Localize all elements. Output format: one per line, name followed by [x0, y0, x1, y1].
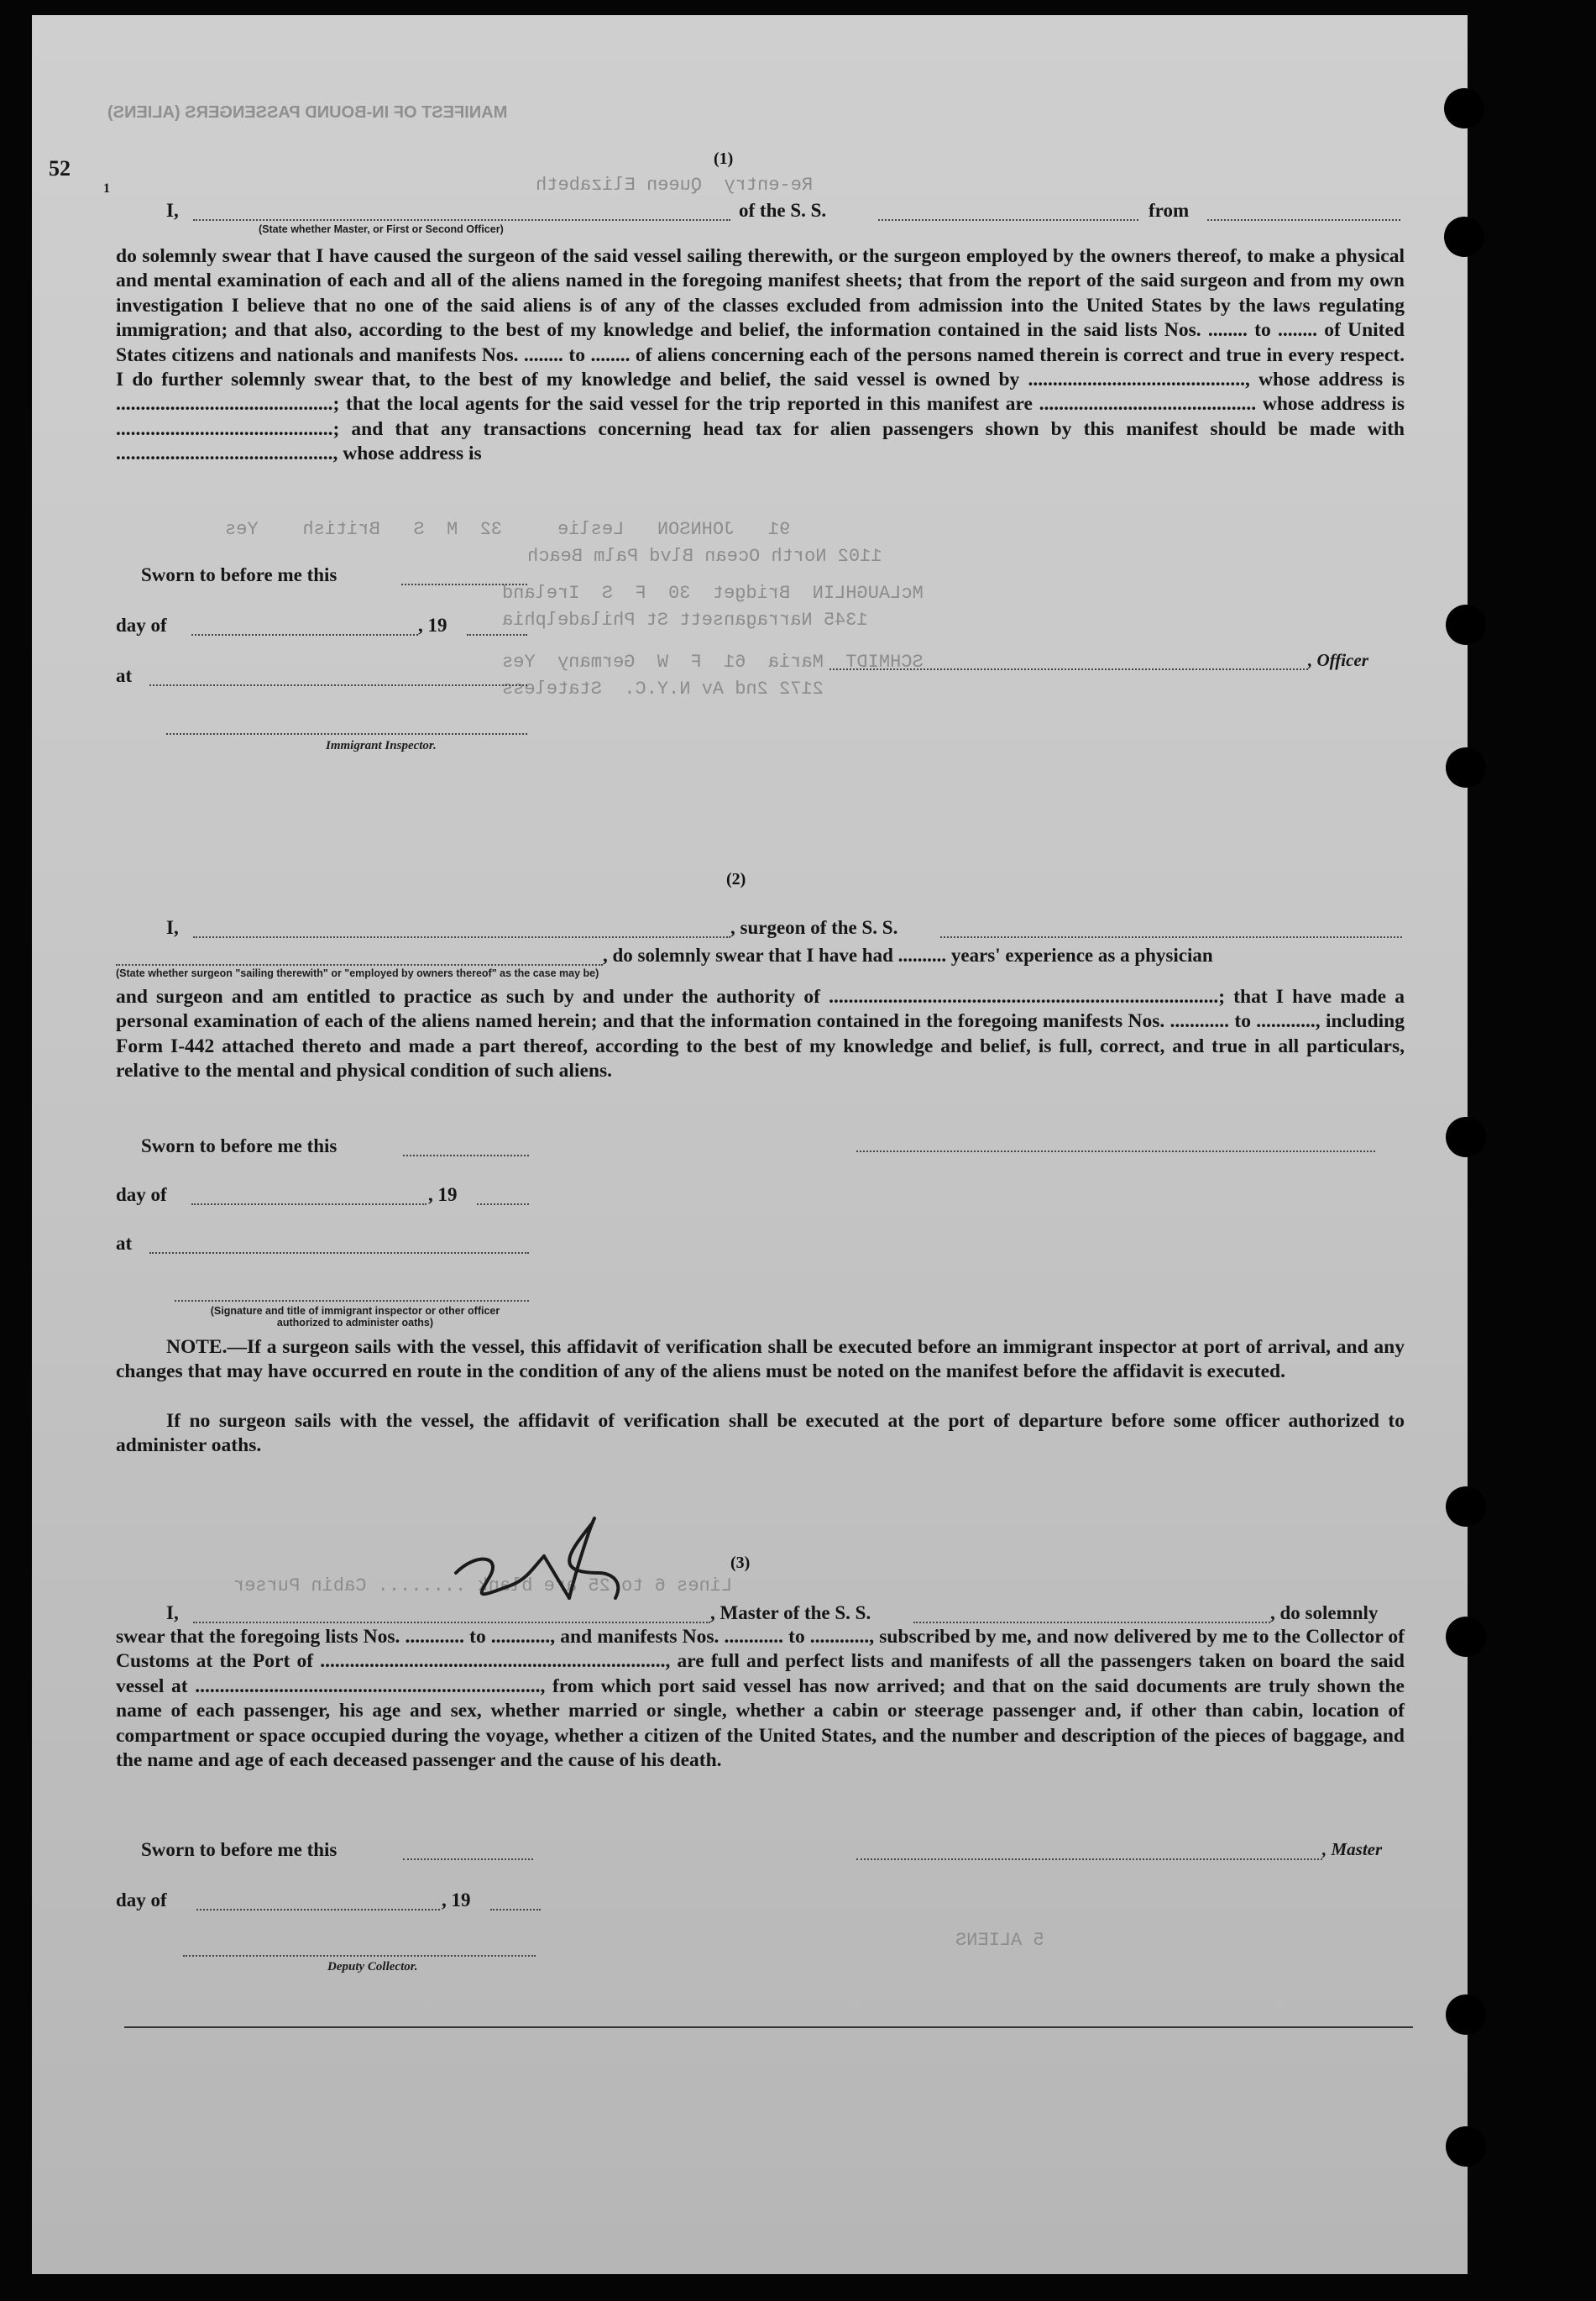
section-2-year: , 19 [428, 1184, 458, 1205]
section-3-year-line [490, 1909, 541, 1911]
section-3-master-label: , Master [1322, 1839, 1383, 1859]
section-3-master-of: , Master of the S. S. [710, 1602, 871, 1623]
bleed-through-text: 5 ALIENS [955, 1930, 1044, 1951]
section-1-sworn-line [401, 584, 527, 585]
section-2-year-line [477, 1203, 529, 1205]
section-3-ship-line [913, 1622, 1270, 1623]
bleed-through-text: Re-entry Queen Elizabeth [536, 175, 814, 196]
section-3-i: I, [166, 1602, 179, 1623]
section-2-sworn-line [403, 1155, 529, 1156]
bleed-through-text: 1345 Narragansett St Philadelphia [502, 610, 868, 631]
page-mark: 52 [49, 156, 71, 181]
section-2-surgeon-of: , surgeon of the S. S. [730, 917, 898, 938]
section-2-at: at [116, 1233, 133, 1254]
bottom-rule [124, 2026, 1413, 2028]
bleed-through-text: McLAUGHLIN Bridget 30 F S Ireland [502, 583, 924, 604]
section-2-surgeon-line [193, 936, 730, 938]
section-1-from: from [1149, 200, 1190, 221]
section-1-inspector-label: Immigrant Inspector. [326, 739, 437, 752]
section-1-number: (1) [714, 149, 734, 168]
section-3-collector-label: Deputy Collector. [327, 1960, 418, 1973]
page-number: 1 [103, 181, 110, 196]
section-2-note: (State whether surgeon "sailing therewith" or "employed by owners thereof" as the case may be) [116, 967, 599, 979]
section-3-master-sign-line [856, 1858, 1322, 1860]
bleed-through-text: 2172 2nd Av N.Y.C. Stateless [502, 679, 824, 700]
section-3-solemnly: , do solemnly [1270, 1602, 1379, 1623]
section-1-ship-line [878, 219, 1138, 221]
section-1-day-line [191, 634, 418, 636]
section-1-oath-paragraph: do solemnly swear that I have caused the surgeon of the said vessel sailing therewith, or the surgeon employed by the owners thereof, to make a physical and mental examination of each and all of the aliens named in the foregoing manifest sheets; that from the report of the said surgeon and from my own investigation I believe that no one of the said aliens is of any of the classes excluded from admission into the United States by the laws regulating immigration; and that also, according to the best of my knowledge and belief, the information contained in the said lists Nos. ........ to ........ of United States citizens and nationals and manifests Nos. ........ to ........ of aliens concerning each of the persons named therein is correct and true in every respect. I do further solemnly swear that, to the best of my knowledge and belief, the said vessel is owned by ............................................, whose address is ............................................; that the local agents for the said vessel for the trip reported in this manifest are ............................................ whose address is ............................................; and that any transactions concerning head tax for alien passengers shown by this manifest should be made with ............................................, whose address is [116, 245, 1405, 465]
section-2-type-line [116, 964, 603, 966]
section-3-number: (3) [730, 1554, 751, 1572]
section-1-at-line [149, 684, 527, 686]
binder-hole-4 [1446, 747, 1486, 788]
section-1-day-of: day of [116, 615, 167, 636]
bleed-through-text: Lines 6 to 25 are blank ........ Cabin Purser [233, 1575, 733, 1596]
bleed-through-text: SCHMIDT Maria 61 F W Germany Yes [502, 652, 924, 673]
binder-hole-8 [1446, 1994, 1486, 2035]
section-2-sworn: Sworn to before me this [141, 1135, 338, 1156]
section-2-day-line [191, 1203, 426, 1205]
section-1-note: (State whether Master, or First or Second Officer) [259, 223, 504, 235]
section-2-at-line [149, 1252, 529, 1254]
section-2-surgeon-sign-line [856, 1150, 1375, 1152]
section-2-swear: , do solemnly swear that I have had .......... years' experience as a physician [603, 945, 1213, 966]
section-2-oath-paragraph: and surgeon and am entitled to practice as such by and under the authority of ...............................................................................; that I have made a personal examination of each of the aliens named herein; and that the information contained in the foregoing manifests Nos. ............ to ............, including Form I-442 attached thereto and made a part thereof, according to the best of my knowledge and belief, is full, correct, and true in all particulars, relative to the mental and physical condition of such aliens. [116, 986, 1405, 1082]
section-3-collector-line [183, 1955, 536, 1957]
section-1-officer-line [193, 219, 730, 221]
binder-hole-9 [1446, 2126, 1486, 2167]
section-2-note-paragraph-2: If no surgeon sails with the vessel, the affidavit of verification shall be executed at the port of departure before some officer authorized to administer oaths. [116, 1410, 1405, 1457]
section-1-year: , 19 [418, 615, 447, 636]
section-3-day-of: day of [116, 1890, 167, 1911]
section-2-signature-note: (Signature and title of immigrant inspector or other officer authorized to administer oaths) [210, 1305, 500, 1329]
binder-hole-2 [1444, 217, 1484, 257]
section-2-number: (2) [726, 870, 746, 888]
section-1-i: I, [166, 200, 179, 221]
handwritten-initials-signature [443, 1506, 645, 1615]
bleed-through-text: MANIFEST OF IN-BOUND PASSENGERS (ALIENS) [107, 103, 508, 122]
binder-hole-1 [1444, 88, 1484, 128]
section-1-from-line [1207, 219, 1400, 221]
section-2-signature-line [175, 1300, 529, 1302]
section-1-of-ss: of the S. S. [739, 200, 827, 221]
binder-hole-5 [1446, 1117, 1486, 1157]
section-3-year: , 19 [442, 1890, 471, 1911]
section-3-sworn: Sworn to before me this [141, 1839, 338, 1860]
bleed-through-text: 1102 North Ocean Blvd Palm Beach [527, 546, 882, 567]
section-2-day-of: day of [116, 1184, 167, 1205]
section-1-officer-label: , Officer [1308, 650, 1368, 670]
binder-hole-6 [1446, 1486, 1486, 1527]
section-3-oath-paragraph: swear that the foregoing lists Nos. ............ to ............, and manifests Nos. ............ to ............, subscribed by me, and now delivered by me to the Collector of Customs at the Port of ......................................................................, are full and perfect lists and manifests of all the passengers taken on board the said vessel at ......................................................................, from which port said vessel has now arrived; and that on the said documents are truly shown the name of each passenger, his age and sex, whether married or single, whether a cabin or steerage passenger and, if other than cabin, location of compartment or space occupied during the voyage, whether a citizen of the United States, and the number and description of the pieces of baggage, and the name and age of each deceased passenger and the cause of his death. [116, 1626, 1405, 1772]
section-1-officer-sign-line [829, 668, 1308, 670]
section-2-ship-line [940, 936, 1402, 938]
section-3-master-line [193, 1622, 710, 1623]
section-1-year-line [467, 634, 527, 636]
section-3-day-line [196, 1909, 440, 1911]
binder-hole-3 [1446, 605, 1486, 645]
section-1-sworn: Sworn to before me this [141, 564, 338, 585]
section-1-at: at [116, 665, 133, 686]
section-1-inspector-line [166, 733, 527, 735]
section-2-i: I, [166, 917, 179, 938]
section-3-sworn-line [403, 1858, 533, 1860]
binder-hole-7 [1446, 1617, 1486, 1657]
section-2-note-paragraph-1: NOTE.—If a surgeon sails with the vessel, this affidavit of verification shall be executed before an immigrant inspector at port of arrival, and any changes that may have occurred en route in the condition of any of the aliens must be noted on the manifest before the affidavit is executed. [116, 1336, 1405, 1383]
manifest-page [32, 15, 1468, 2274]
bleed-through-text: 91 JOHNSON Leslie 32 M S British Yes [225, 519, 791, 540]
